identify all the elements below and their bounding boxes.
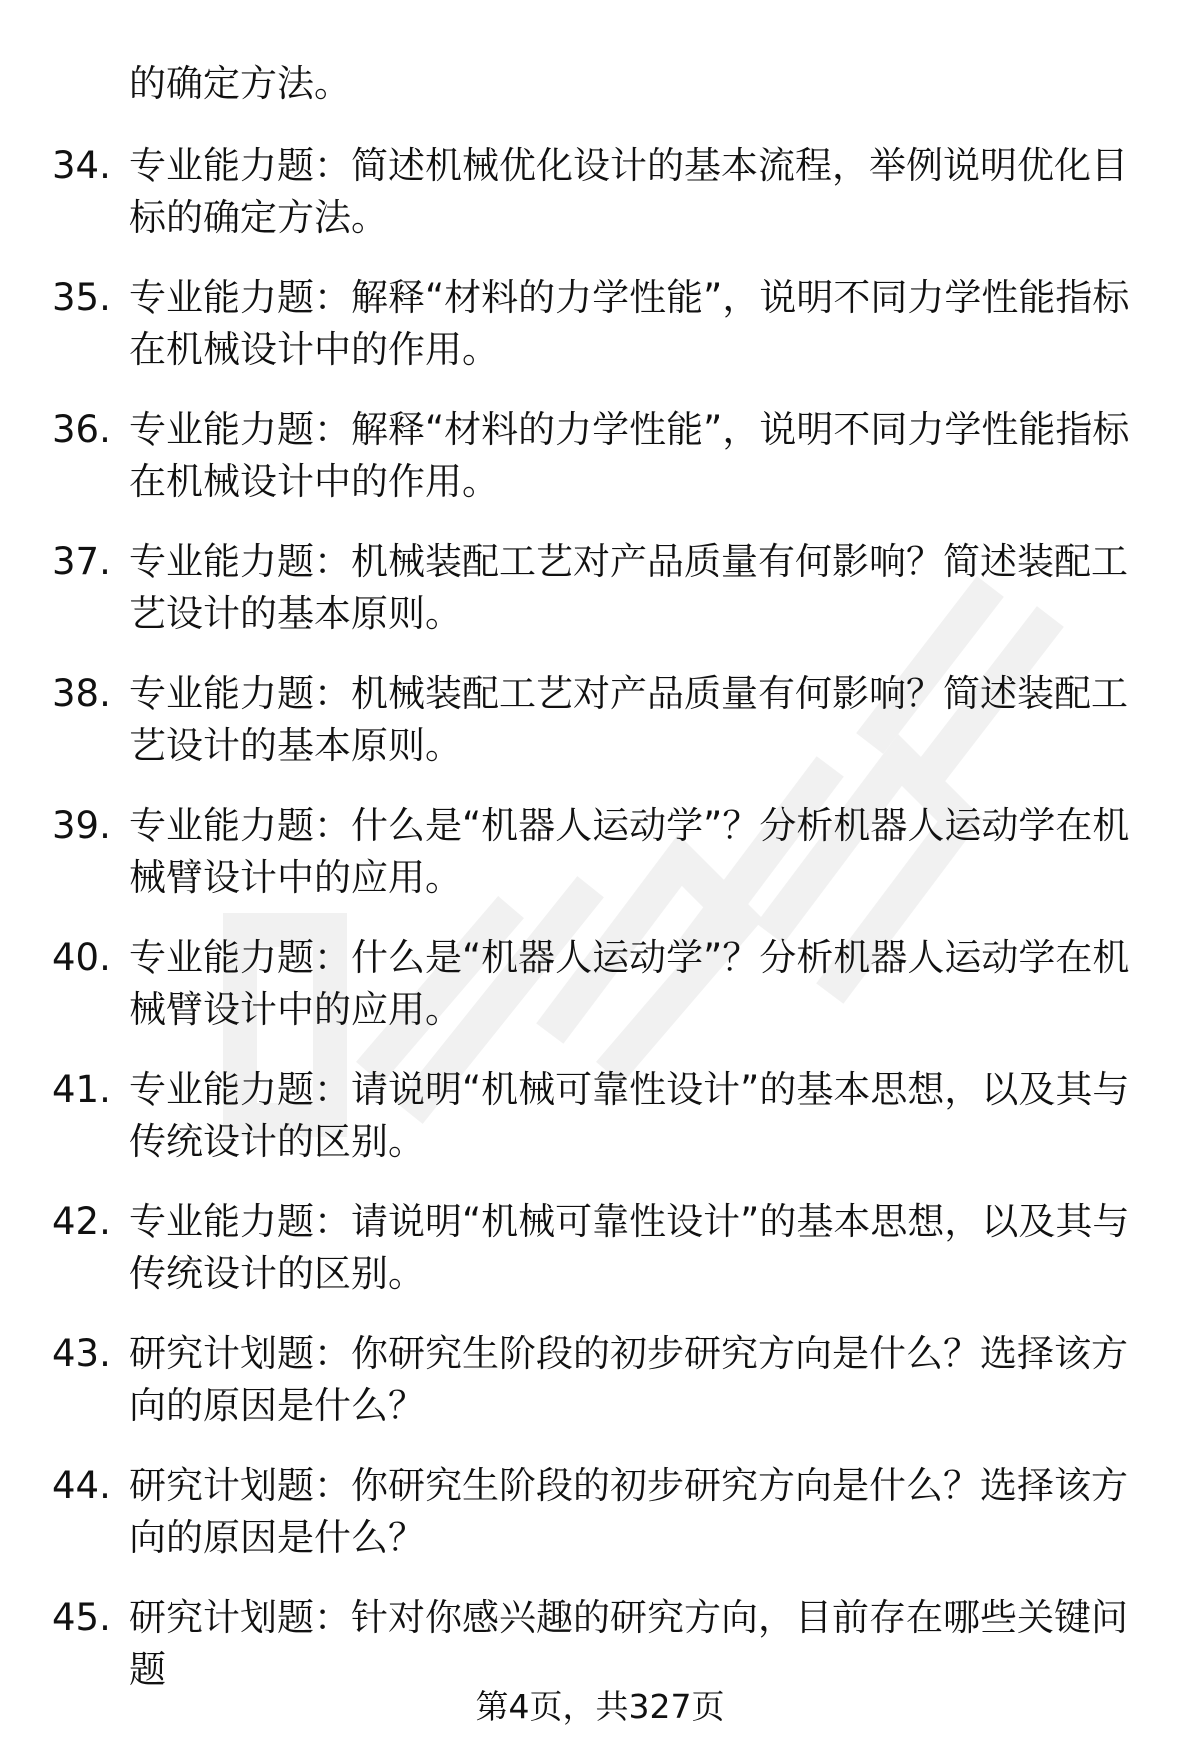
- question-number: 45.: [52, 1596, 111, 1639]
- question-item: [0, 1196, 1200, 1328]
- question-item: [0, 404, 1200, 536]
- question-text: 专业能力题：请说明“机械可靠性设计”的基本思想，以及其与传统设计的区别。: [129, 1200, 1130, 1295]
- question-item: [0, 1460, 1200, 1592]
- question-number: 39.: [52, 804, 111, 847]
- question-text: 专业能力题：机械装配工艺对产品质量有何影响？简述装配工艺设计的基本原则。: [129, 540, 1128, 635]
- question-text: 专业能力题：解释“材料的力学性能”，说明不同力学性能指标在机械设计中的作用。: [129, 276, 1130, 371]
- question-text: 专业能力题：机械装配工艺对产品质量有何影响？简述装配工艺设计的基本原则。: [129, 672, 1128, 767]
- question-text: 专业能力题：解释“材料的力学性能”，说明不同力学性能指标在机械设计中的作用。: [129, 408, 1130, 503]
- question-text: 专业能力题：什么是“机器人运动学”？分析机器人运动学在机械臂设计中的应用。: [129, 936, 1130, 1031]
- question-item: [0, 536, 1200, 668]
- question-number: 44.: [52, 1464, 111, 1507]
- page-number-footer: 第4页，共327页: [475, 1687, 725, 1726]
- question-number: 41.: [52, 1068, 111, 1111]
- question-text: 专业能力题：请说明“机械可靠性设计”的基本思想，以及其与传统设计的区别。: [129, 1068, 1130, 1163]
- question-text: 研究计划题：针对你感兴趣的研究方向，目前存在哪些关键问题: [129, 1596, 1128, 1691]
- question-number: 43.: [52, 1332, 111, 1375]
- question-item: [0, 668, 1200, 800]
- question-text: 专业能力题：什么是“机器人运动学”？分析机器人运动学在机械臂设计中的应用。: [129, 804, 1130, 899]
- question-item: [0, 1064, 1200, 1196]
- question-number: 36.: [52, 408, 111, 451]
- question-text: 研究计划题：你研究生阶段的初步研究方向是什么？选择该方向的原因是什么？: [129, 1332, 1128, 1427]
- question-item: [0, 932, 1200, 1064]
- question-number: 38.: [52, 672, 111, 715]
- question-number: 34.: [52, 144, 111, 187]
- question-text: 专业能力题：简述机械优化设计的基本流程，举例说明优化目标的确定方法。: [129, 144, 1128, 239]
- question-item: [0, 1328, 1200, 1460]
- question-number: 42.: [52, 1200, 111, 1243]
- question-item: [0, 800, 1200, 932]
- question-item: [0, 272, 1200, 404]
- question-text: 研究计划题：你研究生阶段的初步研究方向是什么？选择该方向的原因是什么？: [129, 1464, 1128, 1559]
- question-number: 40.: [52, 936, 111, 979]
- question-number: 37.: [52, 540, 111, 583]
- continued-question-text: 的确定方法。: [129, 62, 351, 105]
- question-number: 35.: [52, 276, 111, 319]
- question-list: [0, 140, 1200, 1724]
- question-item: [0, 140, 1200, 272]
